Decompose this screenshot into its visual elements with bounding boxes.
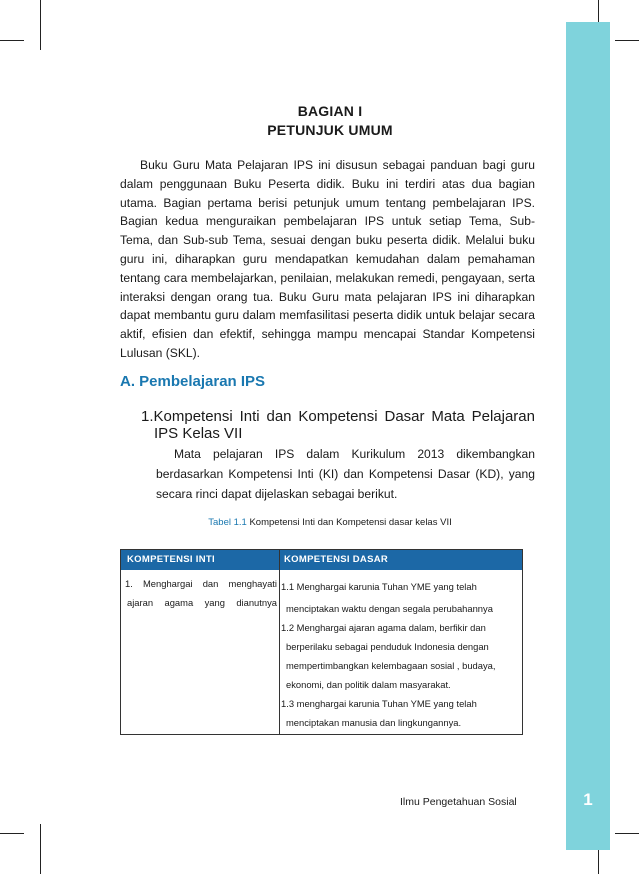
table-caption xyxy=(120,517,540,528)
header-kompetensi-inti: KOMPETENSI INTI xyxy=(127,554,215,565)
crop-mark xyxy=(40,0,41,50)
kd-line: berperilaku sebagai penduduk Indonesia dengan xyxy=(286,641,489,652)
competency-table xyxy=(120,549,523,735)
kd-line: menciptakan manusia dan lingkungannya. xyxy=(286,717,462,728)
subsection-heading-line: 1.Kompetensi Inti dan Kompetensi Dasar Mata Pelajaran xyxy=(141,408,535,425)
ki-line: 1. Menghargai dan menghayati xyxy=(125,578,277,589)
intro-line: guru ini, diharapkan guru mendapatkan kemudahan dalam pemahaman xyxy=(120,252,535,266)
ki-line: ajaran agama yang dianutnya xyxy=(127,597,277,608)
kd-line: 1.2 Menghargai ajaran agama dalam, berfikir dan xyxy=(281,622,486,633)
section-paragraph-line: Mata pelajaran IPS dalam Kurikulum 2013 dikembangkan xyxy=(174,447,535,461)
section-heading: A. Pembelajaran IPS xyxy=(120,373,266,390)
intro-line: Lulusan (SKL). xyxy=(120,346,200,360)
page-number: 1 xyxy=(583,790,593,809)
intro-line: Bagian kedua menguraikan pembelajaran IPS untuk setiap Tema, Sub- xyxy=(120,214,535,228)
section-paragraph-line: berdasarkan Kompetensi Inti (KI) dan Kompetensi Dasar (KD), yang xyxy=(156,467,535,481)
table-caption-text: Kompetensi Inti dan Kompetensi dasar kelas VII xyxy=(246,517,452,528)
kd-line: menciptakan waktu dengan segala perubahannya xyxy=(286,603,493,614)
chapter-subtitle: PETUNJUK UMUM xyxy=(267,122,393,138)
crop-mark xyxy=(0,40,24,41)
column-divider xyxy=(279,550,280,734)
table-caption-label: Tabel 1.1 xyxy=(208,517,247,528)
intro-line: tentang cara membelajarkan, penilaian, melakukan remedi, pengayaan, serta xyxy=(120,271,535,285)
kd-line: ekonomi, dan politik dalam masyarakat. xyxy=(286,679,451,690)
crop-mark xyxy=(40,824,41,874)
intro-line: aktif, efisien dan efektif, sehingga mampu mencapai Standar Kompetensi xyxy=(120,327,535,341)
chapter-title: BAGIAN I xyxy=(297,103,363,119)
header-kompetensi-dasar: KOMPETENSI DASAR xyxy=(284,554,389,565)
section-paragraph-line: secara rinci dapat dijelaskan sebagai berikut. xyxy=(156,487,398,501)
intro-line: dapat membantu guru dalam memfasilitasi peserta didik untuk belajar secara xyxy=(120,308,535,322)
kd-line: 1.3 menghargai karunia Tuhan YME yang telah xyxy=(281,698,477,709)
kd-line: 1.1 Menghargai karunia Tuhan YME yang telah xyxy=(281,581,477,592)
intro-line: dalam penggunaan Buku Peserta didik. Buku ini terdiri atas dua bagian xyxy=(120,177,535,191)
side-color-bar xyxy=(566,22,610,850)
intro-line: Tema, dan Sub-sub Tema, sesuai dengan buku peserta didik. Melalui buku xyxy=(120,233,535,247)
crop-mark xyxy=(615,40,639,41)
table-header xyxy=(121,550,522,570)
footer-book-title: Ilmu Pengetahuan Sosial xyxy=(400,796,517,808)
kd-line: mempertimbangkan kelembagaan sosial , budaya, xyxy=(286,660,496,671)
intro-line: utama. Bagian pertama berisi petunjuk umum tentang pembelajaran IPS. xyxy=(120,196,535,210)
intro-line: interaksi dengan orang tua. Buku Guru mata pelajaran IPS ini diharapkan xyxy=(120,290,535,304)
subsection-heading-line: IPS Kelas VII xyxy=(154,425,243,442)
intro-line: Buku Guru Mata Pelajaran IPS ini disusun sebagai panduan bagi guru xyxy=(140,158,535,172)
crop-mark xyxy=(615,833,639,834)
crop-mark xyxy=(0,833,24,834)
